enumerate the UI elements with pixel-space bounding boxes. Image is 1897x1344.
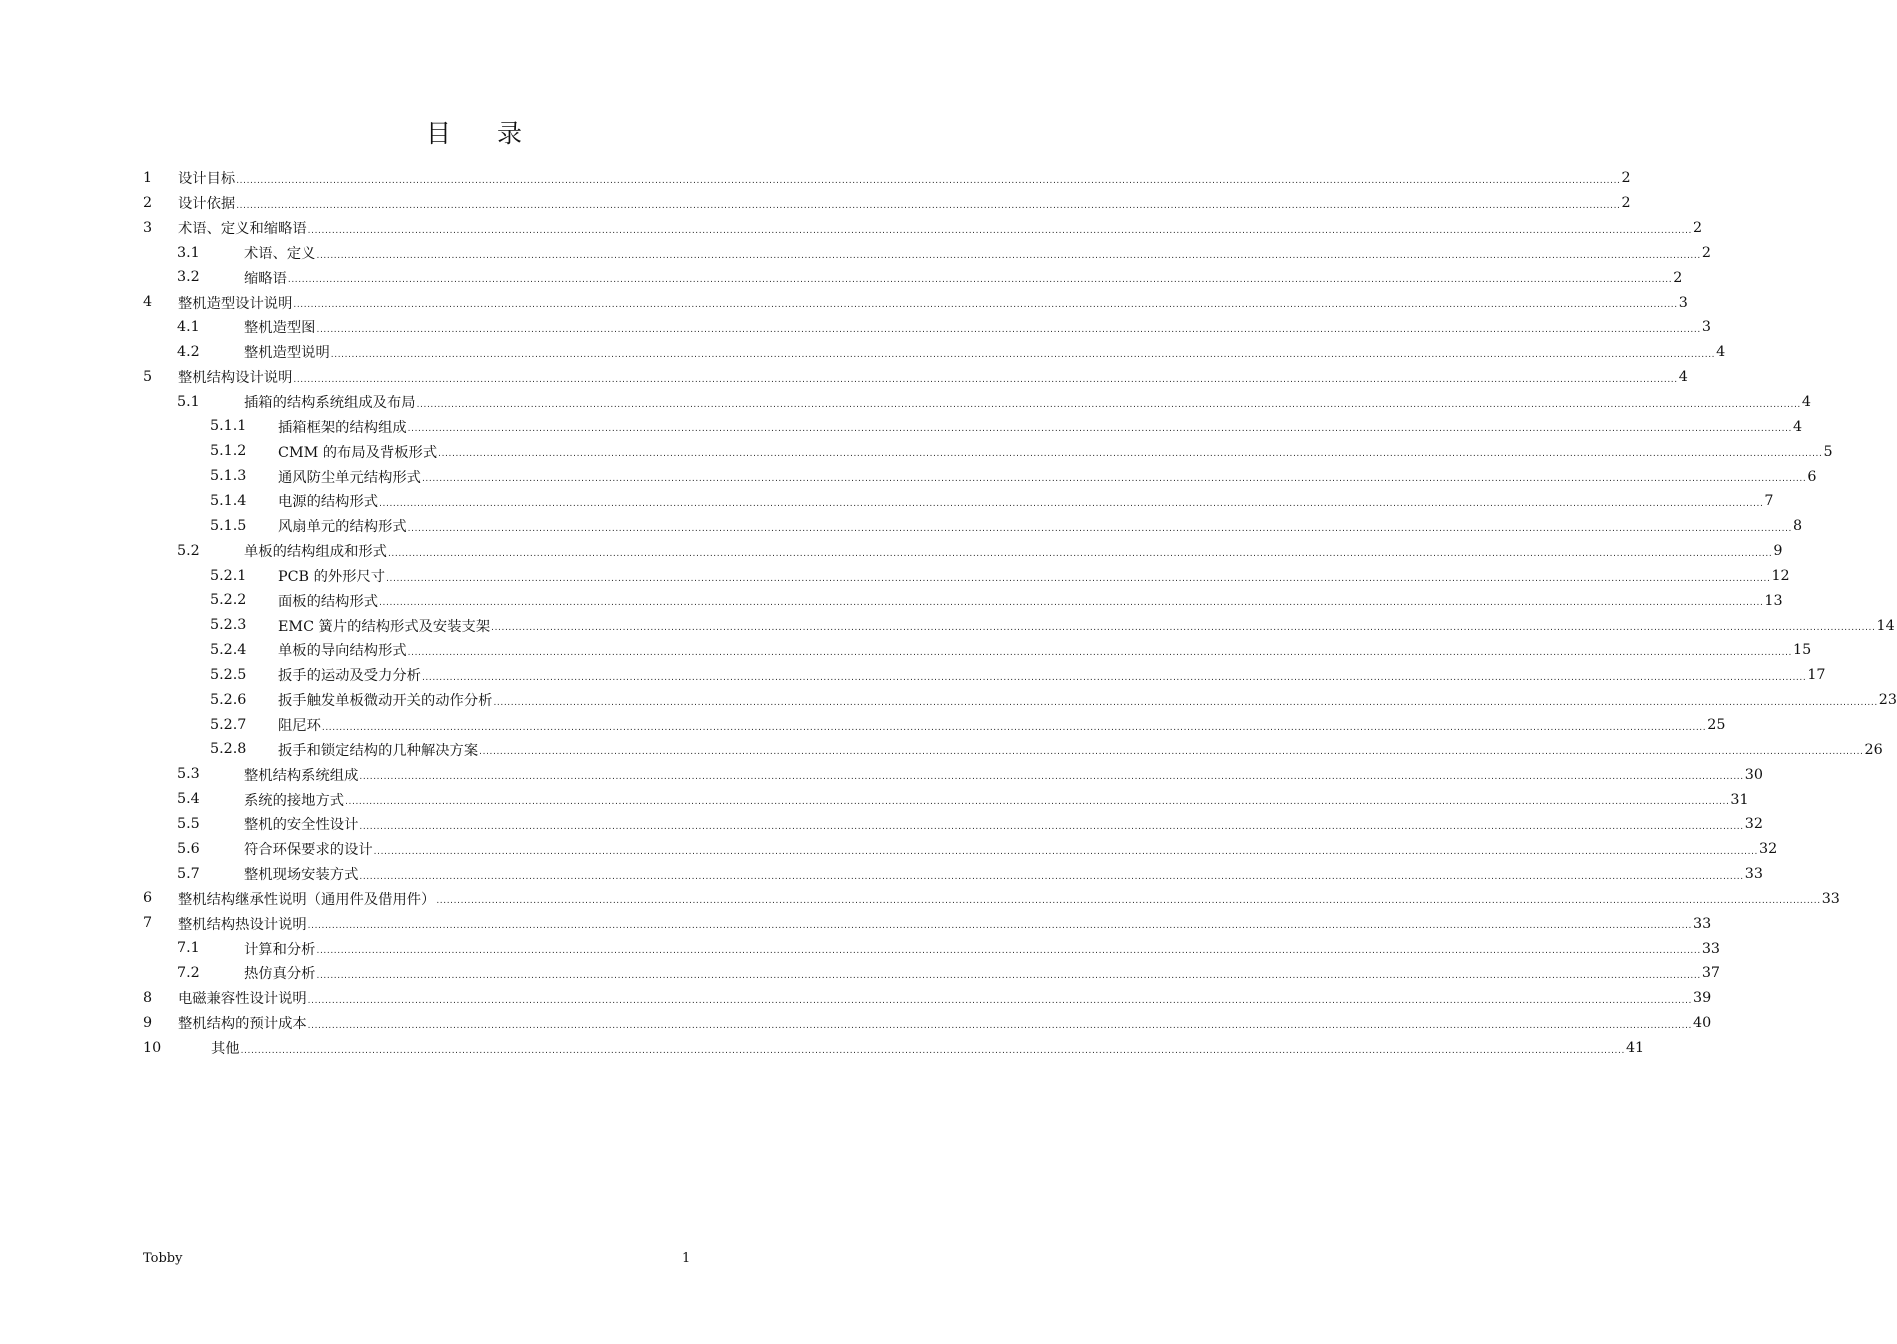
toc-entry[interactable] — [143, 539, 1783, 564]
toc-entry[interactable] — [143, 489, 1774, 514]
toc-entry-number: 5.1 — [177, 393, 200, 410]
toc-entry-title: 设计依据 — [178, 196, 236, 213]
toc-entry-number: 3.2 — [177, 269, 200, 286]
toc-entry-title: 缩略语 — [244, 270, 287, 287]
toc-entry-number: 5.1.4 — [210, 492, 247, 509]
toc-entry-page: 4 — [1716, 344, 1726, 361]
toc-entry-number: 1 — [143, 170, 153, 186]
toc-entry-page: 8 — [1793, 518, 1803, 535]
toc-entry-number: 5.2.2 — [210, 592, 247, 609]
toc-entry-number: 5.1.2 — [210, 443, 247, 460]
toc-entry-line — [178, 886, 1840, 911]
toc-entry[interactable] — [143, 390, 1812, 415]
toc-entry[interactable] — [143, 911, 1712, 936]
toc-entry-title: 设计目标 — [178, 171, 236, 188]
toc-dot-leader: ................................................................................................................................................................................................................................................................................................................................................................................................................ — [307, 1020, 1693, 1031]
toc-dot-leader: ................................................................................................................................................................................................................................................................................................................................................................................................................ — [479, 747, 1864, 758]
toc-entry-title: CMM 的布局及背板形式 — [278, 444, 438, 461]
toc-entry-page: 2 — [1701, 244, 1711, 261]
toc-entry-page: 9 — [1773, 543, 1783, 560]
toc-entry-line — [278, 489, 1774, 514]
toc-entry-title: 扳手的运动及受力分析 — [278, 668, 421, 685]
toc-dot-leader: ................................................................................................................................................................................................................................................................................................................................................................................................................ — [386, 573, 1771, 584]
toc-entry-title: 符合环保要求的设计 — [244, 842, 373, 859]
toc-entry-title: 整机造型说明 — [244, 345, 330, 362]
toc-entry[interactable] — [143, 1036, 1645, 1061]
toc-dot-leader: ................................................................................................................................................................................................................................................................................................................................................................................................................ — [236, 200, 1621, 211]
toc-entry-number: 4.2 — [177, 343, 200, 360]
table-of-contents — [143, 166, 1897, 1060]
toc-dot-leader: ................................................................................................................................................................................................................................................................................................................................................................................................................ — [316, 250, 1701, 261]
toc-entry-line — [278, 663, 1826, 688]
toc-entry-line — [278, 439, 1833, 464]
toc-entry-line — [278, 713, 1726, 738]
toc-entry-number: 5.5 — [177, 815, 200, 832]
toc-entry-title: 整机现场安装方式 — [244, 867, 359, 884]
toc-entry-title: 电源的结构形式 — [278, 494, 379, 511]
toc-entry[interactable] — [143, 837, 1778, 862]
toc-entry-line — [178, 166, 1631, 191]
toc-dot-leader: ................................................................................................................................................................................................................................................................................................................................................................................................................ — [316, 946, 1701, 957]
toc-entry-title: 单板的导向结构形式 — [278, 643, 407, 660]
toc-entry[interactable] — [143, 166, 1631, 191]
toc-entry[interactable] — [143, 564, 1790, 589]
toc-entry-page: 2 — [1673, 269, 1683, 286]
toc-dot-leader: ................................................................................................................................................................................................................................................................................................................................................................................................................ — [379, 598, 1764, 609]
toc-entry[interactable] — [143, 1011, 1712, 1036]
toc-entry-number: 5.2.8 — [210, 741, 247, 758]
toc-entry-page: 3 — [1701, 319, 1711, 336]
toc-entry-line — [244, 390, 1812, 415]
toc-entry-number: 4.1 — [177, 319, 200, 336]
toc-entry-number: 7.1 — [177, 940, 200, 957]
toc-entry-title: 电磁兼容性设计说明 — [178, 991, 307, 1008]
toc-entry-page: 25 — [1707, 716, 1726, 733]
toc-entry-line — [244, 862, 1763, 887]
toc-entry-line — [278, 688, 1897, 713]
toc-entry-line — [244, 837, 1778, 862]
toc-entry-number: 7 — [143, 915, 153, 932]
toc-dot-leader: ................................................................................................................................................................................................................................................................................................................................................................................................................ — [240, 1045, 1625, 1056]
toc-entry-page: 17 — [1807, 667, 1826, 684]
toc-entry-title: 术语、定义和缩略语 — [178, 221, 307, 238]
toc-entry[interactable] — [143, 439, 1833, 464]
toc-entry-title: 扳手触发单板微动开关的动作分析 — [278, 693, 493, 710]
toc-entry-line — [178, 986, 1712, 1011]
toc-entry-page: 15 — [1793, 642, 1812, 659]
toc-entry-number: 7.2 — [177, 965, 200, 981]
toc-dot-leader: ................................................................................................................................................................................................................................................................................................................................................................................................................ — [379, 498, 1764, 509]
toc-entry-number: 5.2.7 — [210, 716, 247, 733]
toc-entry-page: 41 — [1625, 1039, 1645, 1056]
toc-dot-leader: ................................................................................................................................................................................................................................................................................................................................................................................................................ — [307, 921, 1693, 932]
toc-entry-title: 术语、定义 — [244, 245, 316, 262]
toc-entry-number: 5.2.4 — [210, 642, 247, 659]
toc-entry-line — [244, 539, 1783, 564]
toc-entry-number: 5.4 — [177, 791, 200, 808]
toc-dot-leader: ................................................................................................................................................................................................................................................................................................................................................................................................................ — [436, 896, 1821, 907]
toc-entry[interactable] — [143, 812, 1763, 837]
toc-dot-leader: ................................................................................................................................................................................................................................................................................................................................................................................................................ — [293, 374, 1678, 385]
toc-dot-leader: ................................................................................................................................................................................................................................................................................................................................................................................................................ — [287, 275, 1673, 286]
toc-entry-page: 26 — [1864, 741, 1883, 758]
toc-entry-page: 33 — [1744, 866, 1763, 883]
toc-entry-title: 计算和分析 — [244, 941, 316, 958]
toc-entry-line — [244, 936, 1721, 961]
toc-dot-leader: ................................................................................................................................................................................................................................................................................................................................................................................................................ — [307, 225, 1693, 236]
toc-entry-title: 整机结构继承性说明（通用件及借用件） — [178, 891, 436, 908]
toc-entry-page: 13 — [1764, 592, 1783, 609]
toc-dot-leader: ................................................................................................................................................................................................................................................................................................................................................................................................................ — [438, 449, 1823, 460]
toc-dot-leader: ................................................................................................................................................................................................................................................................................................................................................................................................................ — [307, 995, 1693, 1006]
toc-entry-page: 32 — [1759, 841, 1778, 858]
toc-entry-title: 阻尼环 — [278, 717, 321, 734]
toc-entry[interactable] — [143, 365, 1688, 390]
toc-entry[interactable] — [143, 862, 1763, 887]
toc-entry-page: 4 — [1793, 418, 1803, 435]
toc-entry-number: 5.1.3 — [210, 468, 247, 485]
toc-entry-title: 整机结构的预计成本 — [178, 1016, 307, 1033]
toc-entry-number: 5.2.5 — [210, 666, 247, 683]
toc-entry[interactable] — [143, 613, 1895, 638]
toc-entry-page: 39 — [1693, 990, 1712, 1007]
toc-entry-number: 3.1 — [177, 244, 200, 261]
toc-entry-line — [278, 514, 1803, 539]
toc-entry-number: 5.2 — [177, 542, 200, 559]
toc-dot-leader: ................................................................................................................................................................................................................................................................................................................................................................................................................ — [316, 971, 1701, 981]
toc-entry-line — [178, 365, 1688, 390]
toc-dot-leader: ................................................................................................................................................................................................................................................................................................................................................................................................................ — [491, 623, 1876, 634]
toc-entry-line — [278, 464, 1817, 489]
toc-entry-page: 4 — [1801, 394, 1812, 411]
toc-entry-title: 整机造型图 — [244, 320, 316, 337]
footer-author: Tobby — [143, 1251, 183, 1266]
toc-entry[interactable] — [143, 414, 1803, 439]
toc-entry-line — [211, 1036, 1645, 1061]
toc-entry-number: 5.1.1 — [210, 418, 247, 435]
toc-entry[interactable] — [143, 216, 1703, 241]
toc-dot-leader: ................................................................................................................................................................................................................................................................................................................................................................................................................ — [330, 349, 1716, 360]
toc-entry-line — [244, 787, 1749, 812]
toc-entry-page: 5 — [1823, 443, 1833, 460]
toc-dot-leader: ................................................................................................................................................................................................................................................................................................................................................................................................................ — [359, 821, 1744, 832]
toc-entry-title: EMC 簧片的结构形式及安装支架 — [278, 618, 491, 635]
toc-entry-line — [178, 191, 1631, 216]
toc-entry-title: 风扇单元的结构形式 — [278, 519, 407, 536]
toc-entry-page: 33 — [1701, 940, 1721, 957]
toc-entry-number: 5.2.3 — [210, 617, 247, 634]
toc-entry-line — [278, 737, 1883, 762]
toc-entry[interactable] — [143, 464, 1817, 489]
toc-entry-title: 扳手和锁定结构的几种解决方案 — [278, 742, 479, 759]
title-char: 录 — [497, 119, 525, 148]
toc-entry-page: 33 — [1693, 915, 1712, 932]
toc-entry[interactable] — [143, 713, 1726, 738]
toc-entry-title: 系统的接地方式 — [244, 792, 345, 809]
toc-entry-page: 32 — [1744, 816, 1763, 833]
toc-entry-title: 整机结构设计说明 — [178, 370, 293, 387]
toc-entry-page: 2 — [1621, 195, 1631, 212]
toc-entry-line — [244, 812, 1763, 837]
toc-entry-title: 热仿真分析 — [244, 966, 316, 983]
toc-entry-number: 5.2.1 — [210, 567, 247, 584]
toc-entry-line — [278, 414, 1803, 439]
toc-entry[interactable] — [143, 961, 1721, 986]
toc-entry-line — [178, 290, 1688, 315]
toc-entry-title: 整机造型设计说明 — [178, 295, 293, 312]
page-title — [0, 114, 950, 150]
toc-entry[interactable] — [143, 290, 1688, 315]
toc-entry-line — [278, 564, 1790, 589]
toc-entry-page: 23 — [1878, 692, 1897, 709]
toc-entry-number: 2 — [143, 194, 153, 211]
toc-entry-page: 2 — [1693, 220, 1703, 237]
toc-entry-line — [278, 638, 1812, 663]
footer-page-number: 1 — [682, 1251, 691, 1266]
toc-entry-page: 31 — [1730, 791, 1749, 808]
title-char: 目 — [425, 119, 453, 148]
toc-dot-leader: ................................................................................................................................................................................................................................................................................................................................................................................................................ — [421, 474, 1807, 485]
toc-entry-page: 4 — [1678, 369, 1688, 386]
toc-entry-number: 8 — [143, 989, 153, 1006]
toc-entry-line — [178, 216, 1703, 241]
toc-entry-number: 5.1.5 — [210, 517, 247, 534]
toc-entry[interactable] — [143, 688, 1897, 713]
toc-entry-number: 4 — [143, 294, 153, 311]
toc-entry[interactable] — [143, 265, 1683, 290]
toc-entry-page: 6 — [1807, 468, 1817, 485]
toc-dot-leader: ................................................................................................................................................................................................................................................................................................................................................................................................................ — [293, 300, 1678, 311]
toc-entry-title: 通风防尘单元结构形式 — [278, 469, 421, 486]
toc-entry[interactable] — [143, 663, 1826, 688]
toc-entry[interactable] — [143, 936, 1721, 961]
toc-entry-title: 面板的结构形式 — [278, 593, 379, 610]
toc-dot-leader: ................................................................................................................................................................................................................................................................................................................................................................................................................ — [407, 648, 1793, 659]
toc-entry-page: 14 — [1876, 617, 1895, 634]
toc-entry[interactable] — [143, 315, 1711, 340]
toc-entry-number: 5.2.6 — [210, 691, 247, 708]
toc-entry[interactable] — [143, 986, 1712, 1011]
toc-entry[interactable] — [143, 787, 1749, 812]
toc-entry-number: 5 — [143, 368, 153, 385]
toc-entry-line — [178, 1011, 1712, 1036]
toc-dot-leader: ................................................................................................................................................................................................................................................................................................................................................................................................................ — [416, 399, 1801, 410]
toc-entry[interactable] — [143, 737, 1883, 762]
toc-entry-line — [278, 588, 1783, 613]
toc-dot-leader: ................................................................................................................................................................................................................................................................................................................................................................................................................ — [421, 672, 1807, 683]
toc-entry[interactable] — [143, 886, 1840, 911]
toc-entry-page: 12 — [1771, 567, 1790, 584]
toc-entry-title: 单板的结构组成和形式 — [244, 544, 387, 561]
toc-entry-title: 其他 — [211, 1040, 240, 1057]
toc-entry[interactable] — [143, 191, 1631, 216]
toc-entry[interactable] — [143, 514, 1803, 539]
toc-entry-number: 9 — [143, 1014, 153, 1031]
toc-entry[interactable] — [143, 762, 1763, 787]
toc-entry-line — [244, 241, 1711, 266]
toc-entry-number: 3 — [143, 219, 153, 236]
toc-entry-line — [244, 315, 1711, 340]
toc-entry-title: 整机结构系统组成 — [244, 767, 359, 784]
toc-dot-leader: ................................................................................................................................................................................................................................................................................................................................................................................................................ — [407, 523, 1793, 534]
toc-dot-leader: ................................................................................................................................................................................................................................................................................................................................................................................................................ — [236, 176, 1621, 186]
toc-entry-line — [244, 762, 1763, 787]
toc-entry-line — [178, 911, 1712, 936]
toc-entry[interactable] — [143, 638, 1812, 663]
toc-entry-page: 40 — [1693, 1015, 1712, 1032]
toc-dot-leader: ................................................................................................................................................................................................................................................................................................................................................................................................................ — [407, 424, 1793, 435]
toc-entry-title: PCB 的外形尺寸 — [278, 568, 386, 585]
toc-entry-line — [244, 265, 1683, 290]
toc-entry-title: 整机结构热设计说明 — [178, 916, 307, 933]
toc-entry-number: 5.6 — [177, 840, 200, 857]
toc-entry[interactable] — [143, 340, 1726, 365]
toc-entry-page: 3 — [1678, 294, 1688, 311]
toc-entry[interactable] — [143, 241, 1711, 266]
toc-entry-page: 2 — [1621, 170, 1631, 187]
toc-dot-leader: ................................................................................................................................................................................................................................................................................................................................................................................................................ — [359, 772, 1744, 783]
toc-dot-leader: ................................................................................................................................................................................................................................................................................................................................................................................................................ — [373, 846, 1759, 857]
toc-entry[interactable] — [143, 588, 1783, 613]
toc-entry-page: 7 — [1764, 493, 1774, 510]
toc-entry-page: 33 — [1821, 890, 1840, 907]
toc-dot-leader: ................................................................................................................................................................................................................................................................................................................................................................................................................ — [359, 871, 1744, 882]
toc-entry-number: 6 — [143, 890, 153, 907]
toc-entry-page: 30 — [1744, 766, 1763, 783]
toc-entry-title: 插箱框架的结构组成 — [278, 419, 407, 436]
toc-entry-number: 5.7 — [177, 865, 200, 882]
toc-dot-leader: ................................................................................................................................................................................................................................................................................................................................................................................................................ — [387, 548, 1773, 559]
toc-entry-number: 5.3 — [177, 766, 200, 783]
toc-entry-line — [244, 961, 1721, 986]
toc-dot-leader: ................................................................................................................................................................................................................................................................................................................................................................................................................ — [493, 697, 1878, 708]
toc-entry-title: 插箱的结构系统组成及布局 — [244, 395, 416, 412]
toc-entry-line — [278, 613, 1895, 638]
toc-entry-title: 整机的安全性设计 — [244, 817, 359, 834]
toc-dot-leader: ................................................................................................................................................................................................................................................................................................................................................................................................................ — [345, 797, 1730, 808]
toc-dot-leader: ................................................................................................................................................................................................................................................................................................................................................................................................................ — [321, 722, 1707, 733]
toc-dot-leader: ................................................................................................................................................................................................................................................................................................................................................................................................................ — [316, 325, 1701, 336]
toc-entry-number: 10 — [143, 1039, 162, 1056]
toc-entry-line — [244, 340, 1726, 365]
toc-entry-page: 37 — [1701, 965, 1721, 982]
